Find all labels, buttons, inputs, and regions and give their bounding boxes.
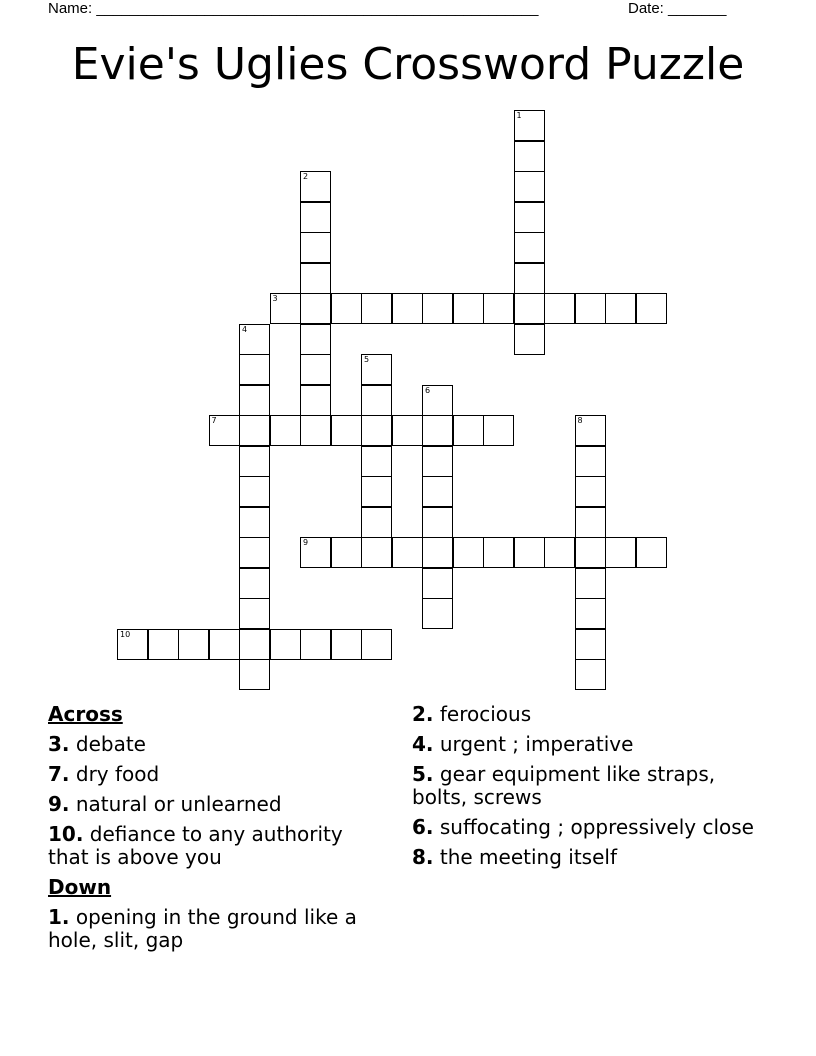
clues-right-column (412, 703, 772, 876)
clue-number-label: 3. (48, 732, 70, 756)
grid-cell[interactable] (422, 537, 453, 568)
grid-cell[interactable] (514, 171, 545, 202)
clue-number: 10 (120, 629, 131, 639)
grid-cell[interactable] (422, 415, 453, 446)
grid-cell[interactable] (300, 171, 331, 202)
clue-text: natural or unlearned (69, 792, 282, 816)
grid-cell[interactable] (239, 629, 270, 660)
down-clue-list-right (412, 703, 772, 869)
clue-number-label: 1. (48, 905, 70, 929)
down-clue-list-left (48, 906, 388, 952)
clue-number-label: 7. (48, 762, 70, 786)
page-title: Evie's Uglies Crossword Puzzle (71, 39, 745, 90)
grid-cell[interactable] (575, 629, 606, 660)
grid-cell[interactable] (514, 110, 545, 141)
across-clue-list (48, 733, 388, 869)
clue-number: 6 (425, 385, 431, 395)
clue-number: 9 (303, 538, 309, 547)
grid-cell[interactable] (239, 385, 270, 416)
clue-number-label: 10. (48, 822, 84, 846)
name-field[interactable]: Name: _____________________________________________________ (48, 0, 539, 17)
grid-cell[interactable] (361, 446, 392, 477)
grid-cell[interactable] (453, 293, 484, 324)
grid-cell[interactable] (544, 537, 575, 568)
clue-number: 3 (272, 294, 278, 303)
grid-cell[interactable] (331, 293, 362, 324)
grid-cell[interactable] (209, 629, 240, 660)
clue-number-label: 2. (412, 702, 434, 726)
grid-cell[interactable] (575, 598, 606, 629)
grid-cell[interactable] (300, 385, 331, 416)
grid-cell[interactable] (575, 507, 606, 538)
grid-cell[interactable] (239, 537, 270, 568)
clue-text: dry food (69, 762, 160, 786)
grid-cell[interactable] (605, 537, 636, 568)
grid-cell[interactable] (575, 446, 606, 477)
grid-cell[interactable] (331, 415, 362, 446)
grid-cell[interactable] (239, 659, 270, 690)
clue-number-label: 9. (48, 792, 70, 816)
clue-text: the meeting itself (433, 845, 617, 869)
grid-cell[interactable] (178, 629, 209, 660)
grid-cell[interactable] (300, 202, 331, 233)
grid-cell[interactable] (361, 476, 392, 507)
clue-number-label: 6. (412, 815, 434, 839)
grid-cell[interactable] (300, 324, 331, 355)
grid-cell[interactable] (605, 293, 636, 324)
grid-cell[interactable] (483, 293, 514, 324)
clue-number: 4 (242, 324, 248, 334)
clue-text: opening in the ground like a hole, slit, gap (48, 905, 357, 952)
grid-cell[interactable] (148, 629, 179, 660)
grid-cell[interactable] (575, 659, 606, 690)
clue-item (48, 906, 388, 952)
clue-item (48, 823, 388, 869)
grid-cell[interactable] (575, 293, 606, 324)
down-heading: Down (48, 875, 112, 899)
grid-cell[interactable] (575, 476, 606, 507)
grid-cell[interactable] (239, 568, 270, 599)
grid-cell[interactable] (300, 293, 331, 324)
grid-cell[interactable] (392, 415, 423, 446)
grid-cell[interactable] (300, 537, 331, 568)
clue-number-label: 8. (412, 845, 434, 869)
grid-cell[interactable] (239, 415, 270, 446)
grid-cell[interactable] (361, 537, 392, 568)
clue-item (412, 846, 772, 869)
grid-cell[interactable] (117, 629, 148, 660)
clues-left-column (48, 703, 388, 959)
grid-cell[interactable] (361, 415, 392, 446)
grid-cell[interactable] (300, 629, 331, 660)
grid-cell[interactable] (575, 537, 606, 568)
clue-text: debate (69, 732, 146, 756)
clue-number: 7 (211, 416, 217, 425)
grid-cell[interactable] (422, 385, 453, 416)
grid-cell[interactable] (422, 568, 453, 599)
grid-cell[interactable] (300, 232, 331, 263)
grid-cell[interactable] (331, 537, 362, 568)
grid-cell[interactable] (300, 415, 331, 446)
grid-cell[interactable] (270, 415, 301, 446)
grid-cell[interactable] (331, 629, 362, 660)
grid-cell[interactable] (575, 568, 606, 599)
grid-cell[interactable] (239, 476, 270, 507)
clue-text: defiance to any authority that is above you (48, 822, 343, 869)
grid-cell[interactable] (392, 293, 423, 324)
clue-item (412, 763, 772, 809)
grid-cell[interactable] (361, 507, 392, 538)
grid-cell[interactable] (422, 293, 453, 324)
grid-cell[interactable] (422, 476, 453, 507)
grid-cell[interactable] (361, 385, 392, 416)
clue-number: 1 (516, 111, 522, 120)
grid-cell[interactable] (636, 537, 667, 568)
grid-cell[interactable] (483, 415, 514, 446)
grid-cell[interactable] (514, 537, 545, 568)
grid-cell[interactable] (239, 324, 270, 355)
grid-cell[interactable] (514, 202, 545, 233)
grid-cell[interactable] (239, 507, 270, 538)
grid-cell[interactable] (422, 507, 453, 538)
grid-cell[interactable] (514, 293, 545, 324)
grid-cell[interactable] (453, 415, 484, 446)
grid-cell[interactable] (392, 537, 423, 568)
clue-text: ferocious (433, 702, 532, 726)
grid-cell[interactable] (544, 293, 575, 324)
grid-cell[interactable] (514, 232, 545, 263)
grid-cell[interactable] (422, 446, 453, 477)
grid-cell[interactable] (361, 293, 392, 324)
grid-cell[interactable] (422, 598, 453, 629)
grid-cell[interactable] (239, 354, 270, 385)
grid-cell[interactable] (453, 537, 484, 568)
grid-cell[interactable] (270, 629, 301, 660)
clue-item (412, 816, 772, 839)
grid-cell[interactable] (270, 293, 301, 324)
clue-number-label: 5. (412, 762, 434, 786)
clue-item (48, 793, 388, 816)
clue-text: gear equipment like straps, bolts, screws (412, 762, 716, 809)
grid-cell[interactable] (361, 629, 392, 660)
clue-item (48, 733, 388, 756)
clue-number-label: 4. (412, 732, 434, 756)
grid-cell[interactable] (239, 446, 270, 477)
grid-cell[interactable] (300, 354, 331, 385)
grid-cell[interactable] (300, 263, 331, 294)
grid-cell[interactable] (361, 354, 392, 385)
grid-cell[interactable] (483, 537, 514, 568)
grid-cell[interactable] (514, 141, 545, 172)
grid-cell[interactable] (514, 263, 545, 294)
clue-number: 2 (303, 172, 309, 181)
grid-cell[interactable] (575, 415, 606, 446)
date-field[interactable]: Date: _______ (628, 0, 727, 17)
clue-item (48, 763, 388, 786)
clue-number: 8 (577, 416, 583, 425)
grid-cell[interactable] (209, 415, 240, 446)
clue-item (412, 703, 772, 726)
grid-cell[interactable] (514, 324, 545, 355)
grid-cell[interactable] (636, 293, 667, 324)
grid-cell[interactable] (239, 598, 270, 629)
clue-text: suffocating ; oppressively close (433, 815, 754, 839)
across-heading: Across (48, 702, 123, 726)
clue-text: urgent ; imperative (433, 732, 634, 756)
clue-item (412, 733, 772, 756)
clue-number: 5 (364, 355, 370, 364)
